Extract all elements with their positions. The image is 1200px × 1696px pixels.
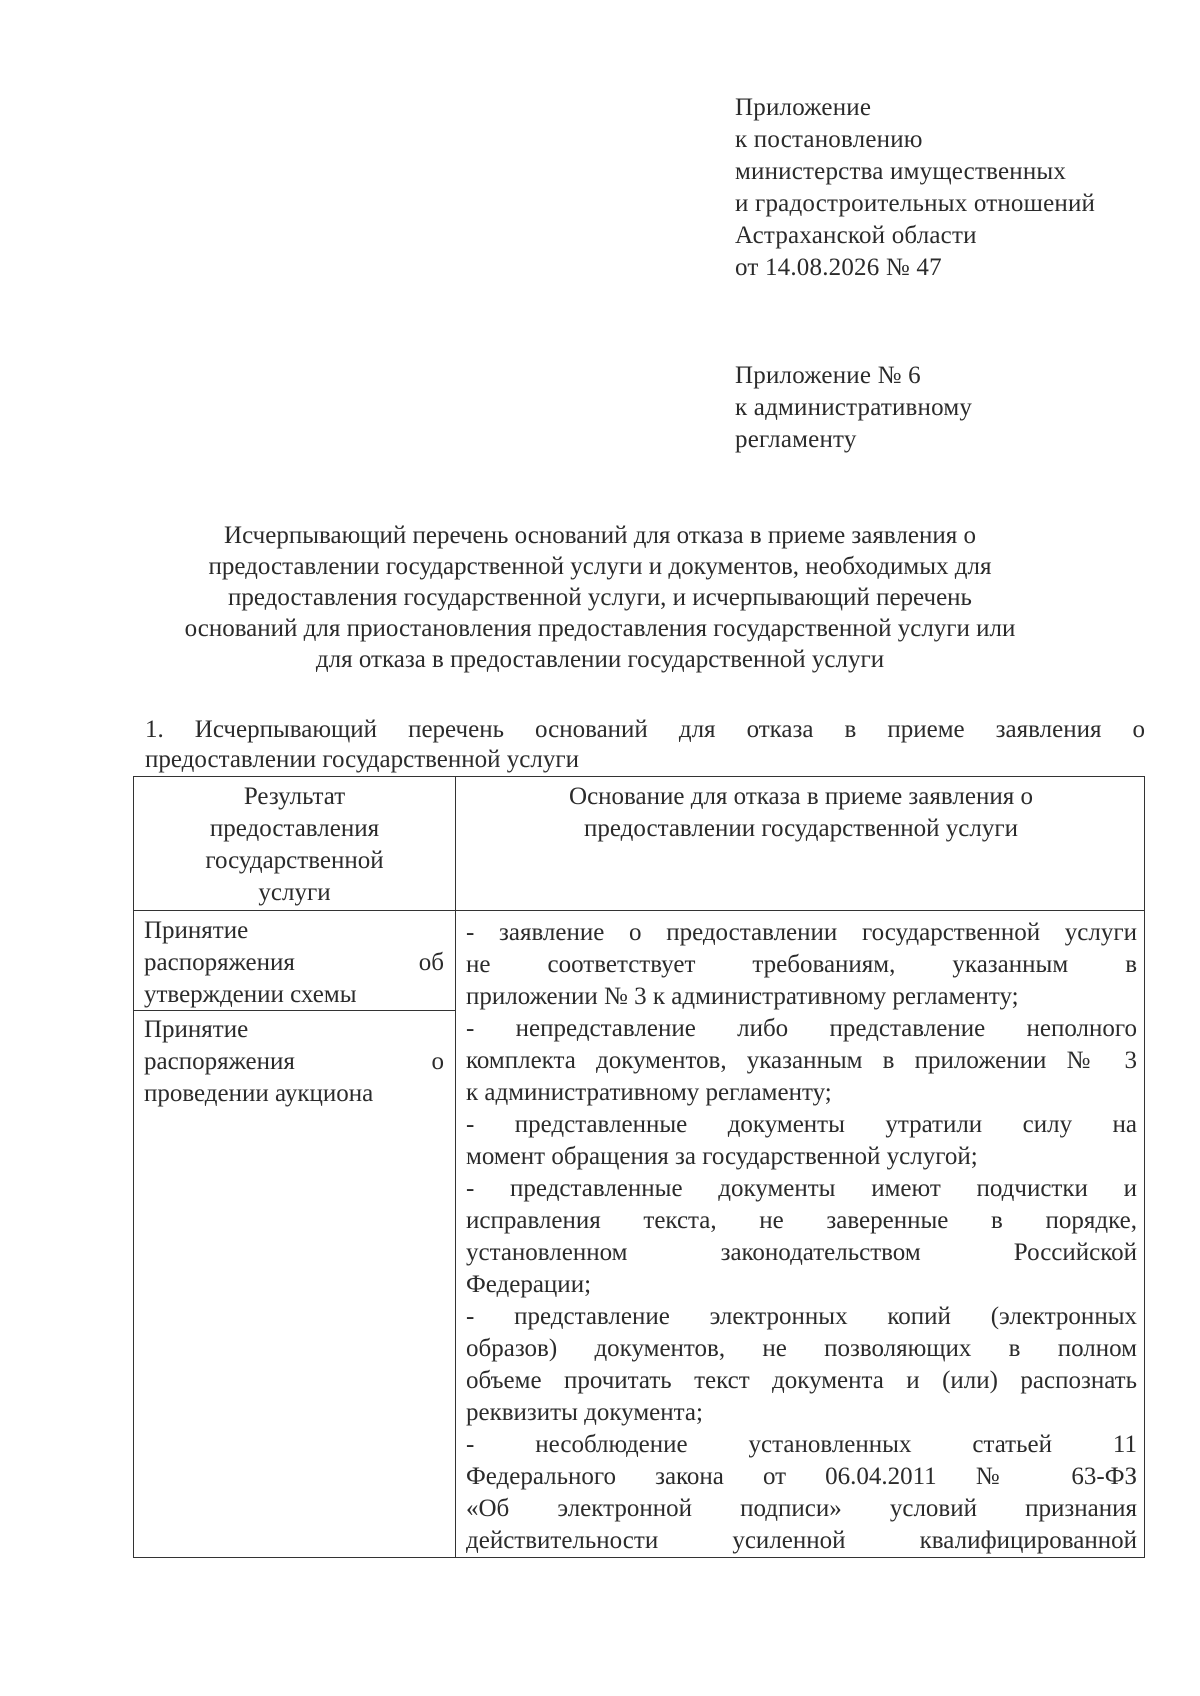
grounds-line: к административному регламенту; [466,1079,832,1106]
grounds-line: - заявление о предоставлении государственной услуги [466,919,1137,946]
appendix-6-line: Приложение № 6 [735,362,921,389]
grounds-line: Федерации; [466,1271,592,1298]
header-line: государственной [205,847,384,874]
appendix-main-line: и градостроительных отношений [735,190,1096,217]
table-header-divider [134,910,1144,911]
grounds-line: приложении № 3 к административному регламенту; [466,983,1019,1010]
grounds-line: действительности усиленной квалифицированной [466,1527,1137,1554]
appendix-6-line: к административному [735,394,973,421]
document-title [140,520,1060,675]
grounds-line: - несоблюдение установленных статьей 11 [466,1431,1137,1458]
table-header-result [134,781,455,909]
table-header-grounds [456,781,1145,845]
table-cell-grounds [466,917,1137,1557]
grounds-line: установленном законодательством Российской [466,1239,1137,1266]
appendix-main-line: Приложение [735,94,872,121]
header-line: предоставлении государственной услуги [584,815,1018,842]
grounds-line: - непредставление либо представление неполного [466,1015,1137,1042]
grounds-line: исправления текста, не заверенные в порядке, [466,1207,1137,1234]
header-line: услуги [258,879,331,906]
grounds-line: - представление электронных копий (электронных [466,1303,1137,1330]
cell-line: распоряжения о [144,1048,444,1075]
title-line: Исчерпывающий перечень оснований для отказа в приеме заявления о [224,522,976,549]
header-line: предоставления [209,815,380,842]
cell-line: утверждении схемы [144,981,357,1008]
grounds-line: образов) документов, не позволяющих в полном [466,1335,1137,1362]
appendix-main-block [735,92,1095,284]
cell-line: Принятие [144,1016,249,1043]
grounds-line: комплекта документов, указанным в приложении № 3 [466,1047,1137,1074]
header-line: Основание для отказа в приеме заявления о [569,783,1033,810]
grounds-line: - представленные документы утратили силу на [466,1111,1137,1138]
title-line: оснований для приостановления предоставления государственной услуги или [184,615,1016,642]
cell-line: распоряжения об [144,949,444,976]
grounds-line: объеме прочитать текст документа и (или) распознать [466,1367,1137,1394]
grounds-line: момент обращения за государственной услугой; [466,1143,978,1170]
appendix-main-line: к постановлению [735,126,923,153]
section-1-line: предоставлении государственной услуги [145,746,579,773]
table-column-divider [455,777,456,1557]
grounds-line: «Об электронной подписи» условий признания [466,1495,1137,1522]
table-cell-result-auction [144,1014,444,1110]
cell-line: проведении аукциона [144,1080,374,1107]
section-1-heading [145,715,1145,775]
cell-line: Принятие [144,917,249,944]
appendix-6-block [735,360,972,456]
table-cell-result-scheme [144,915,444,1011]
appendix-main-line: министерства имущественных [735,158,1067,185]
title-line: предоставления государственной услуги, и исчерпывающий перечень [228,584,972,611]
section-1-line: 1. Исчерпывающий перечень оснований для отказа в приеме заявления о [145,716,1145,743]
title-line: предоставлении государственной услуги и документов, необходимых для [208,553,992,580]
grounds-table [133,776,1145,1558]
grounds-line: - представленные документы имеют подчистки и [466,1175,1137,1202]
title-line: для отказа в предоставлении государственной услуги [315,646,885,673]
header-line: Результат [243,783,346,810]
grounds-line: не соответствует требованиям, указанным в [466,951,1137,978]
appendix-main-line: от 14.08.2026 № 47 [735,254,942,281]
appendix-main-line: Астраханской области [735,222,977,249]
grounds-line: реквизиты документа; [466,1399,703,1426]
appendix-6-line: регламенту [735,426,857,453]
grounds-line: Федерального закона от 06.04.2011 № 63-ФЗ [466,1463,1137,1490]
